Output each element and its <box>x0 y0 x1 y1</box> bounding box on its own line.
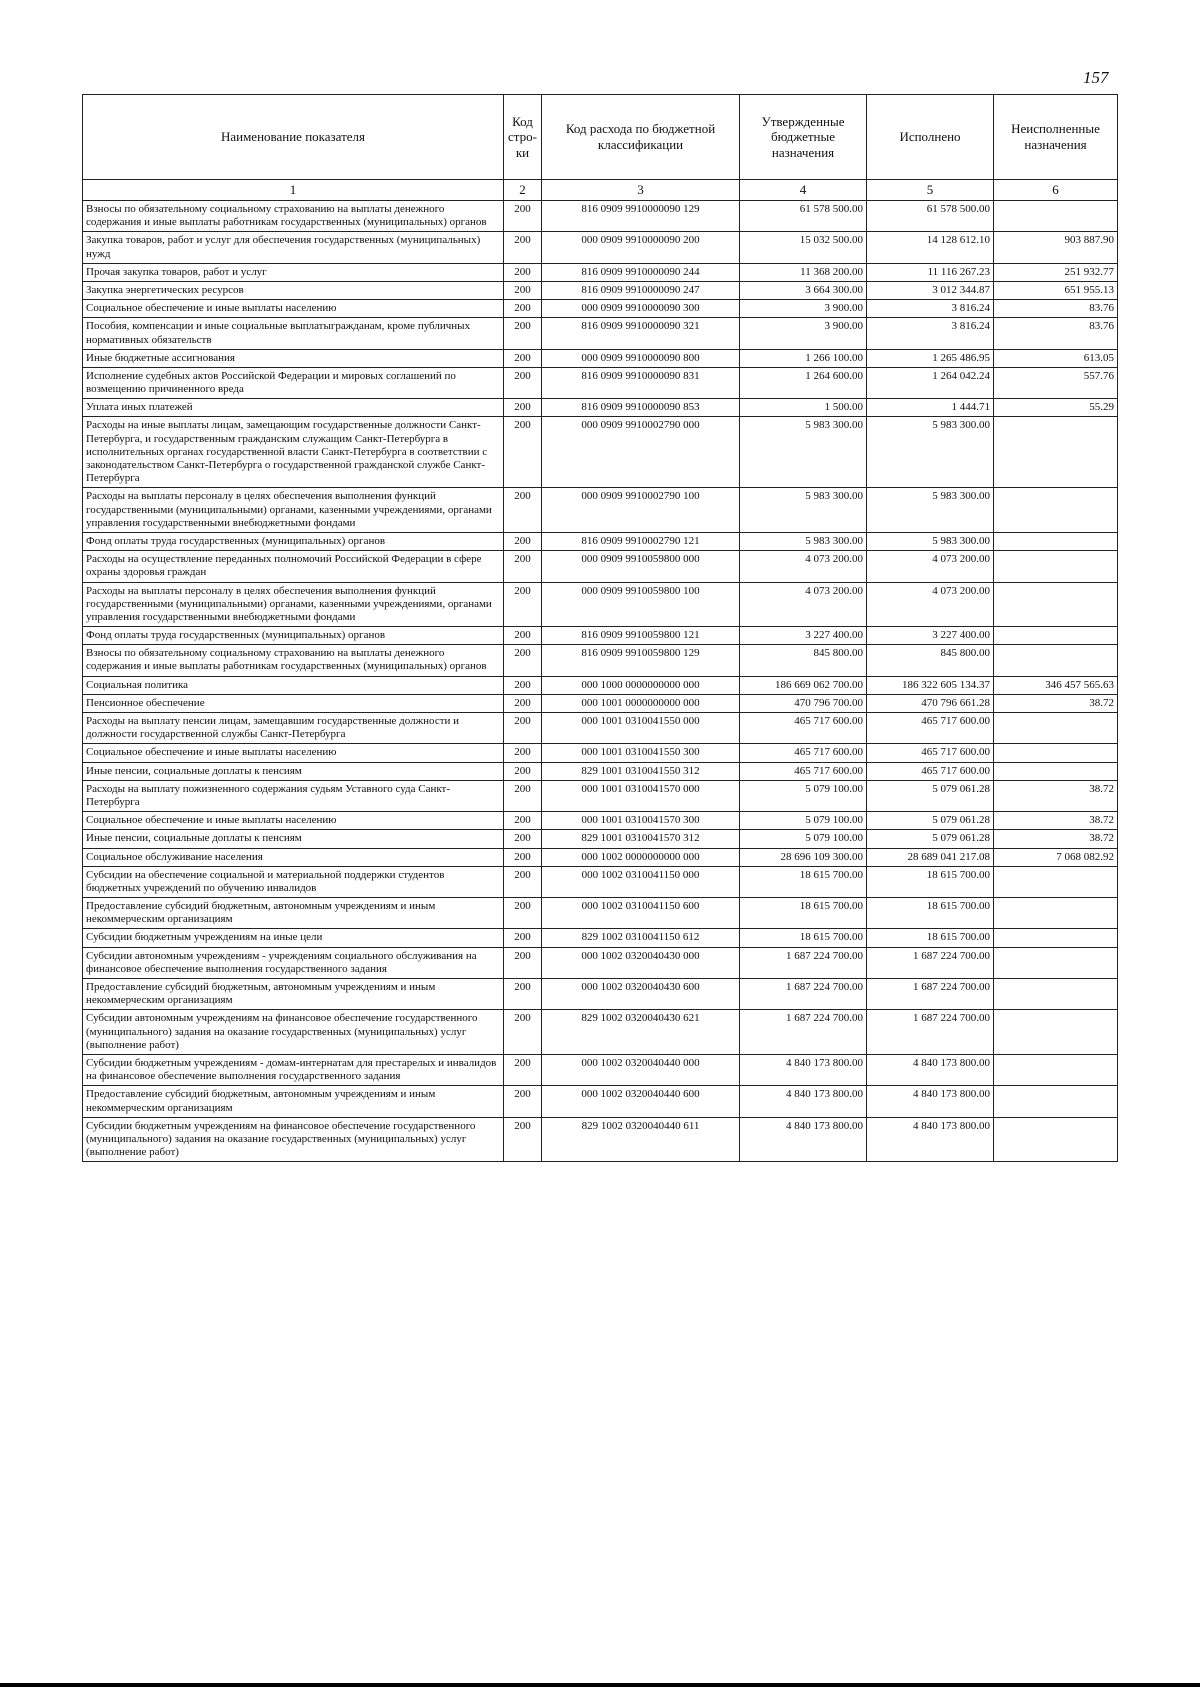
line-code-cell: 200 <box>504 676 542 694</box>
unexecuted-amount-cell: 38.72 <box>994 830 1118 848</box>
page-number: 157 <box>1083 68 1109 87</box>
unexecuted-amount-cell <box>994 979 1118 1010</box>
executed-amount-cell: 4 840 173 800.00 <box>867 1086 994 1117</box>
approved-amount-cell: 3 900.00 <box>740 300 867 318</box>
line-code-cell: 200 <box>504 898 542 929</box>
table-row <box>83 676 1118 694</box>
table-row <box>83 762 1118 780</box>
indicator-name-cell: Пособия, компенсации и иные социальные выплатыгражданам, кроме публичных нормативных обязательств <box>83 318 504 349</box>
line-code-cell: 200 <box>504 300 542 318</box>
executed-amount-cell: 18 615 700.00 <box>867 898 994 929</box>
approved-amount-cell: 4 073 200.00 <box>740 582 867 627</box>
table-row <box>83 645 1118 676</box>
approved-amount-cell: 470 796 700.00 <box>740 694 867 712</box>
line-code-cell: 200 <box>504 551 542 582</box>
indicator-name-cell: Фонд оплаты труда государственных (муниципальных) органов <box>83 532 504 550</box>
approved-amount-cell: 3 227 400.00 <box>740 627 867 645</box>
approved-amount-cell: 1 264 600.00 <box>740 367 867 398</box>
header-executed: Исполнено <box>867 95 994 180</box>
table-row <box>83 830 1118 848</box>
approved-amount-cell: 15 032 500.00 <box>740 232 867 263</box>
expense-code-cell: 816 0909 9910002790 121 <box>542 532 740 550</box>
table-row <box>83 898 1118 929</box>
expense-code-cell: 000 0909 9910002790 100 <box>542 488 740 533</box>
line-code-cell: 200 <box>504 1054 542 1085</box>
column-number: 2 <box>504 180 542 201</box>
table-row <box>83 582 1118 627</box>
expense-code-cell: 829 1002 0320040430 621 <box>542 1010 740 1055</box>
indicator-name-cell: Социальное обслуживание населения <box>83 848 504 866</box>
table-row <box>83 627 1118 645</box>
executed-amount-cell: 1 687 224 700.00 <box>867 979 994 1010</box>
expense-code-cell: 000 1002 0320040430 600 <box>542 979 740 1010</box>
indicator-name-cell: Исполнение судебных актов Российской Федерации и мировых соглашений по возмещению причиненного вреда <box>83 367 504 398</box>
indicator-name-cell: Субсидии бюджетным учреждениям на иные цели <box>83 929 504 947</box>
indicator-name-cell: Субсидии бюджетным учреждениям на финансовое обеспечение государственного (муниципального) задания на оказание государственных (муниципальных) услуг (выполнение работ) <box>83 1117 504 1162</box>
table-body <box>83 201 1118 1162</box>
header-unexecuted: Неисполненные назначения <box>994 95 1118 180</box>
indicator-name-cell: Расходы на выплаты персоналу в целях обеспечения выполнения функций государственными (муниципальными) органами, казенными учреждениями, органами управления государственными внебюджетными фондами <box>83 582 504 627</box>
unexecuted-amount-cell: 83.76 <box>994 300 1118 318</box>
indicator-name-cell: Социальное обеспечение и иные выплаты населению <box>83 812 504 830</box>
unexecuted-amount-cell <box>994 947 1118 978</box>
indicator-name-cell: Субсидии бюджетным учреждениям - домам-интернатам для престарелых и инвалидов на финансовое обеспечение выполнения государственного задания <box>83 1054 504 1085</box>
executed-amount-cell: 28 689 041 217.08 <box>867 848 994 866</box>
line-code-cell: 200 <box>504 645 542 676</box>
indicator-name-cell: Социальное обеспечение и иные выплаты населению <box>83 300 504 318</box>
unexecuted-amount-cell <box>994 645 1118 676</box>
executed-amount-cell: 465 717 600.00 <box>867 744 994 762</box>
unexecuted-amount-cell <box>994 898 1118 929</box>
executed-amount-cell: 1 687 224 700.00 <box>867 1010 994 1055</box>
table-row <box>83 417 1118 488</box>
line-code-cell: 200 <box>504 848 542 866</box>
expense-code-cell: 000 0909 9910059800 100 <box>542 582 740 627</box>
table-row <box>83 349 1118 367</box>
executed-amount-cell: 4 840 173 800.00 <box>867 1117 994 1162</box>
executed-amount-cell: 465 717 600.00 <box>867 713 994 744</box>
expense-code-cell: 000 1001 0310041570 000 <box>542 780 740 811</box>
executed-amount-cell: 5 983 300.00 <box>867 532 994 550</box>
line-code-cell: 200 <box>504 232 542 263</box>
expense-code-cell: 000 0909 9910002790 000 <box>542 417 740 488</box>
unexecuted-amount-cell <box>994 532 1118 550</box>
indicator-name-cell: Субсидии автономным учреждениям - учреждениям социального обслуживания на финансовое обеспечение выполнения государственного задания <box>83 947 504 978</box>
executed-amount-cell: 18 615 700.00 <box>867 866 994 897</box>
executed-amount-cell: 4 840 173 800.00 <box>867 1054 994 1085</box>
approved-amount-cell: 61 578 500.00 <box>740 201 867 232</box>
approved-amount-cell: 465 717 600.00 <box>740 713 867 744</box>
line-code-cell: 200 <box>504 1117 542 1162</box>
indicator-name-cell: Расходы на иные выплаты лицам, замещающим государственные должности Санкт-Петербурга, и государственным гражданским служащим Санкт-Петербурга в исполнительных органах государственной власти Санкт-Петербурга в соответствии с законодательством Санкт-Петербурга о государственной гражданской службе Санкт-Петербурга <box>83 417 504 488</box>
executed-amount-cell: 4 073 200.00 <box>867 582 994 627</box>
line-code-cell: 200 <box>504 627 542 645</box>
expense-code-cell: 816 0909 9910000090 244 <box>542 263 740 281</box>
executed-amount-cell: 3 012 344.87 <box>867 281 994 299</box>
line-code-cell: 200 <box>504 762 542 780</box>
indicator-name-cell: Расходы на осуществление переданных полномочий Российской Федерации в сфере охраны здоровья граждан <box>83 551 504 582</box>
unexecuted-amount-cell <box>994 866 1118 897</box>
expense-code-cell: 816 0909 9910059800 121 <box>542 627 740 645</box>
executed-amount-cell: 1 687 224 700.00 <box>867 947 994 978</box>
table-row <box>83 201 1118 232</box>
approved-amount-cell: 465 717 600.00 <box>740 762 867 780</box>
indicator-name-cell: Фонд оплаты труда государственных (муниципальных) органов <box>83 627 504 645</box>
table-row <box>83 694 1118 712</box>
expense-code-cell: 000 1002 0310041150 600 <box>542 898 740 929</box>
header-expense-code: Код расхода по бюджетной классификации <box>542 95 740 180</box>
approved-amount-cell: 5 079 100.00 <box>740 812 867 830</box>
table-header-row <box>83 95 1118 180</box>
indicator-name-cell: Социальная политика <box>83 676 504 694</box>
expense-code-cell: 816 0909 9910000090 129 <box>542 201 740 232</box>
approved-amount-cell: 465 717 600.00 <box>740 744 867 762</box>
table-row <box>83 300 1118 318</box>
column-number: 1 <box>83 180 504 201</box>
unexecuted-amount-cell: 346 457 565.63 <box>994 676 1118 694</box>
executed-amount-cell: 5 079 061.28 <box>867 812 994 830</box>
approved-amount-cell: 4 840 173 800.00 <box>740 1086 867 1117</box>
expense-code-cell: 000 0909 9910000090 800 <box>542 349 740 367</box>
approved-amount-cell: 28 696 109 300.00 <box>740 848 867 866</box>
expense-code-cell: 829 1002 0310041150 612 <box>542 929 740 947</box>
expense-code-cell: 829 1001 0310041570 312 <box>542 830 740 848</box>
executed-amount-cell: 845 800.00 <box>867 645 994 676</box>
approved-amount-cell: 18 615 700.00 <box>740 929 867 947</box>
executed-amount-cell: 5 079 061.28 <box>867 780 994 811</box>
expense-code-cell: 000 1000 0000000000 000 <box>542 676 740 694</box>
executed-amount-cell: 186 322 605 134.37 <box>867 676 994 694</box>
line-code-cell: 200 <box>504 929 542 947</box>
line-code-cell: 200 <box>504 367 542 398</box>
unexecuted-amount-cell <box>994 744 1118 762</box>
approved-amount-cell: 1 500.00 <box>740 399 867 417</box>
approved-amount-cell: 4 073 200.00 <box>740 551 867 582</box>
executed-amount-cell: 1 444.71 <box>867 399 994 417</box>
expense-code-cell: 829 1002 0320040440 611 <box>542 1117 740 1162</box>
indicator-name-cell: Взносы по обязательному социальному страхованию на выплаты денежного содержания и иные выплаты работникам государственных (муниципальных) органов <box>83 645 504 676</box>
executed-amount-cell: 1 264 042.24 <box>867 367 994 398</box>
approved-amount-cell: 1 687 224 700.00 <box>740 947 867 978</box>
executed-amount-cell: 3 816.24 <box>867 300 994 318</box>
approved-amount-cell: 5 983 300.00 <box>740 488 867 533</box>
table-row <box>83 947 1118 978</box>
table-row <box>83 713 1118 744</box>
unexecuted-amount-cell <box>994 1054 1118 1085</box>
column-number-row <box>83 180 1118 201</box>
unexecuted-amount-cell: 38.72 <box>994 780 1118 811</box>
line-code-cell: 200 <box>504 399 542 417</box>
line-code-cell: 200 <box>504 866 542 897</box>
table-row <box>83 979 1118 1010</box>
unexecuted-amount-cell <box>994 627 1118 645</box>
line-code-cell: 200 <box>504 417 542 488</box>
expense-code-cell: 829 1001 0310041550 312 <box>542 762 740 780</box>
line-code-cell: 200 <box>504 263 542 281</box>
approved-amount-cell: 1 687 224 700.00 <box>740 1010 867 1055</box>
line-code-cell: 200 <box>504 281 542 299</box>
approved-amount-cell: 5 983 300.00 <box>740 417 867 488</box>
unexecuted-amount-cell: 38.72 <box>994 694 1118 712</box>
header-indicator-name: Наименование показателя <box>83 95 504 180</box>
unexecuted-amount-cell: 7 068 082.92 <box>994 848 1118 866</box>
expense-code-cell: 000 0909 9910059800 000 <box>542 551 740 582</box>
expense-code-cell: 000 0909 9910000090 300 <box>542 300 740 318</box>
unexecuted-amount-cell: 613.05 <box>994 349 1118 367</box>
line-code-cell: 200 <box>504 947 542 978</box>
executed-amount-cell: 18 615 700.00 <box>867 929 994 947</box>
table-row <box>83 866 1118 897</box>
table-row <box>83 399 1118 417</box>
approved-amount-cell: 18 615 700.00 <box>740 866 867 897</box>
table-row <box>83 848 1118 866</box>
expense-code-cell: 816 0909 9910000090 853 <box>542 399 740 417</box>
indicator-name-cell: Расходы на выплаты персоналу в целях обеспечения выполнения функций государственными (муниципальными) органами, казенными учреждениями, органами управления государственными внебюджетными фондами <box>83 488 504 533</box>
unexecuted-amount-cell: 651 955.13 <box>994 281 1118 299</box>
line-code-cell: 200 <box>504 532 542 550</box>
line-code-cell: 200 <box>504 812 542 830</box>
indicator-name-cell: Иные бюджетные ассигнования <box>83 349 504 367</box>
table-row <box>83 780 1118 811</box>
indicator-name-cell: Предоставление субсидий бюджетным, автономным учреждениям и иным некоммерческим организациям <box>83 1086 504 1117</box>
unexecuted-amount-cell <box>994 201 1118 232</box>
column-number: 4 <box>740 180 867 201</box>
table-row <box>83 488 1118 533</box>
line-code-cell: 200 <box>504 1010 542 1055</box>
indicator-name-cell: Предоставление субсидий бюджетным, автономным учреждениям и иным некоммерческим организациям <box>83 979 504 1010</box>
indicator-name-cell: Предоставление субсидий бюджетным, автономным учреждениям и иным некоммерческим организациям <box>83 898 504 929</box>
indicator-name-cell: Пенсионное обеспечение <box>83 694 504 712</box>
expense-code-cell: 000 1001 0310041550 300 <box>542 744 740 762</box>
line-code-cell: 200 <box>504 349 542 367</box>
indicator-name-cell: Социальное обеспечение и иные выплаты населению <box>83 744 504 762</box>
approved-amount-cell: 5 079 100.00 <box>740 830 867 848</box>
table-row <box>83 318 1118 349</box>
line-code-cell: 200 <box>504 830 542 848</box>
unexecuted-amount-cell <box>994 582 1118 627</box>
line-code-cell: 200 <box>504 318 542 349</box>
line-code-cell: 200 <box>504 744 542 762</box>
column-number: 6 <box>994 180 1118 201</box>
unexecuted-amount-cell <box>994 1010 1118 1055</box>
approved-amount-cell: 18 615 700.00 <box>740 898 867 929</box>
expense-code-cell: 000 1002 0320040440 600 <box>542 1086 740 1117</box>
approved-amount-cell: 1 687 224 700.00 <box>740 979 867 1010</box>
unexecuted-amount-cell <box>994 762 1118 780</box>
indicator-name-cell: Субсидии автономным учреждениям на финансовое обеспечение государственного (муниципального) задания на оказание государственных (муниципальных) услуг (выполнение работ) <box>83 1010 504 1055</box>
indicator-name-cell: Расходы на выплату пенсии лицам, замещавшим государственные должности и должности государственной службы Санкт-Петербурга <box>83 713 504 744</box>
indicator-name-cell: Закупка энергетических ресурсов <box>83 281 504 299</box>
line-code-cell: 200 <box>504 201 542 232</box>
unexecuted-amount-cell <box>994 417 1118 488</box>
executed-amount-cell: 3 816.24 <box>867 318 994 349</box>
line-code-cell: 200 <box>504 488 542 533</box>
table-row <box>83 532 1118 550</box>
indicator-name-cell: Прочая закупка товаров, работ и услуг <box>83 263 504 281</box>
executed-amount-cell: 465 717 600.00 <box>867 762 994 780</box>
indicator-name-cell: Взносы по обязательному социальному страхованию на выплаты денежного содержания и иные выплаты работникам государственных (муниципальных) органов <box>83 201 504 232</box>
unexecuted-amount-cell: 38.72 <box>994 812 1118 830</box>
expense-code-cell: 000 1002 0310041150 000 <box>542 866 740 897</box>
approved-amount-cell: 11 368 200.00 <box>740 263 867 281</box>
executed-amount-cell: 5 079 061.28 <box>867 830 994 848</box>
line-code-cell: 200 <box>504 1086 542 1117</box>
indicator-name-cell: Закупка товаров, работ и услуг для обеспечения государственных (муниципальных) нужд <box>83 232 504 263</box>
line-code-cell: 200 <box>504 713 542 744</box>
expense-code-cell: 816 0909 9910000090 831 <box>542 367 740 398</box>
approved-amount-cell: 5 983 300.00 <box>740 532 867 550</box>
executed-amount-cell: 4 073 200.00 <box>867 551 994 582</box>
expense-code-cell: 816 0909 9910000090 321 <box>542 318 740 349</box>
approved-amount-cell: 1 266 100.00 <box>740 349 867 367</box>
table-row <box>83 551 1118 582</box>
executed-amount-cell: 5 983 300.00 <box>867 488 994 533</box>
expense-code-cell: 000 1002 0000000000 000 <box>542 848 740 866</box>
expense-code-cell: 000 1001 0310041570 300 <box>542 812 740 830</box>
unexecuted-amount-cell <box>994 713 1118 744</box>
approved-amount-cell: 186 669 062 700.00 <box>740 676 867 694</box>
unexecuted-amount-cell <box>994 488 1118 533</box>
executed-amount-cell: 3 227 400.00 <box>867 627 994 645</box>
budget-report-table <box>82 94 1118 1162</box>
unexecuted-amount-cell: 251 932.77 <box>994 263 1118 281</box>
table-row <box>83 929 1118 947</box>
expense-code-cell: 000 0909 9910000090 200 <box>542 232 740 263</box>
indicator-name-cell: Уплата иных платежей <box>83 399 504 417</box>
indicator-name-cell: Расходы на выплату пожизненного содержания судьям Уставного суда Санкт-Петербурга <box>83 780 504 811</box>
table-row <box>83 367 1118 398</box>
table-row <box>83 744 1118 762</box>
line-code-cell: 200 <box>504 582 542 627</box>
approved-amount-cell: 3 664 300.00 <box>740 281 867 299</box>
approved-amount-cell: 4 840 173 800.00 <box>740 1054 867 1085</box>
indicator-name-cell: Иные пенсии, социальные доплаты к пенсиям <box>83 762 504 780</box>
line-code-cell: 200 <box>504 694 542 712</box>
executed-amount-cell: 470 796 661.28 <box>867 694 994 712</box>
unexecuted-amount-cell: 557.76 <box>994 367 1118 398</box>
expense-code-cell: 816 0909 9910059800 129 <box>542 645 740 676</box>
expense-code-cell: 000 1001 0310041550 000 <box>542 713 740 744</box>
approved-amount-cell: 845 800.00 <box>740 645 867 676</box>
unexecuted-amount-cell <box>994 1086 1118 1117</box>
expense-code-cell: 000 1001 0000000000 000 <box>542 694 740 712</box>
table-row <box>83 1054 1118 1085</box>
table-row <box>83 1086 1118 1117</box>
indicator-name-cell: Субсидии на обеспечение социальной и материальной поддержки студентов бюджетных учреждений по обучению инвалидов <box>83 866 504 897</box>
executed-amount-cell: 61 578 500.00 <box>867 201 994 232</box>
unexecuted-amount-cell <box>994 551 1118 582</box>
line-code-cell: 200 <box>504 979 542 1010</box>
column-number: 5 <box>867 180 994 201</box>
table-row <box>83 812 1118 830</box>
page-bottom-rule <box>0 1683 1200 1687</box>
executed-amount-cell: 14 128 612.10 <box>867 232 994 263</box>
executed-amount-cell: 11 116 267.23 <box>867 263 994 281</box>
unexecuted-amount-cell <box>994 929 1118 947</box>
unexecuted-amount-cell <box>994 1117 1118 1162</box>
header-line-code: Код стро-ки <box>504 95 542 180</box>
unexecuted-amount-cell: 55.29 <box>994 399 1118 417</box>
approved-amount-cell: 5 079 100.00 <box>740 780 867 811</box>
table-row <box>83 1010 1118 1055</box>
expense-code-cell: 000 1002 0320040440 000 <box>542 1054 740 1085</box>
indicator-name-cell: Иные пенсии, социальные доплаты к пенсиям <box>83 830 504 848</box>
table-row <box>83 1117 1118 1162</box>
unexecuted-amount-cell: 83.76 <box>994 318 1118 349</box>
executed-amount-cell: 1 265 486.95 <box>867 349 994 367</box>
line-code-cell: 200 <box>504 780 542 811</box>
table-row <box>83 232 1118 263</box>
column-number: 3 <box>542 180 740 201</box>
table-row <box>83 281 1118 299</box>
unexecuted-amount-cell: 903 887.90 <box>994 232 1118 263</box>
approved-amount-cell: 4 840 173 800.00 <box>740 1117 867 1162</box>
executed-amount-cell: 5 983 300.00 <box>867 417 994 488</box>
table-row <box>83 263 1118 281</box>
expense-code-cell: 000 1002 0320040430 000 <box>542 947 740 978</box>
expense-code-cell: 816 0909 9910000090 247 <box>542 281 740 299</box>
header-approved: Утвержденные бюджетные назначения <box>740 95 867 180</box>
approved-amount-cell: 3 900.00 <box>740 318 867 349</box>
